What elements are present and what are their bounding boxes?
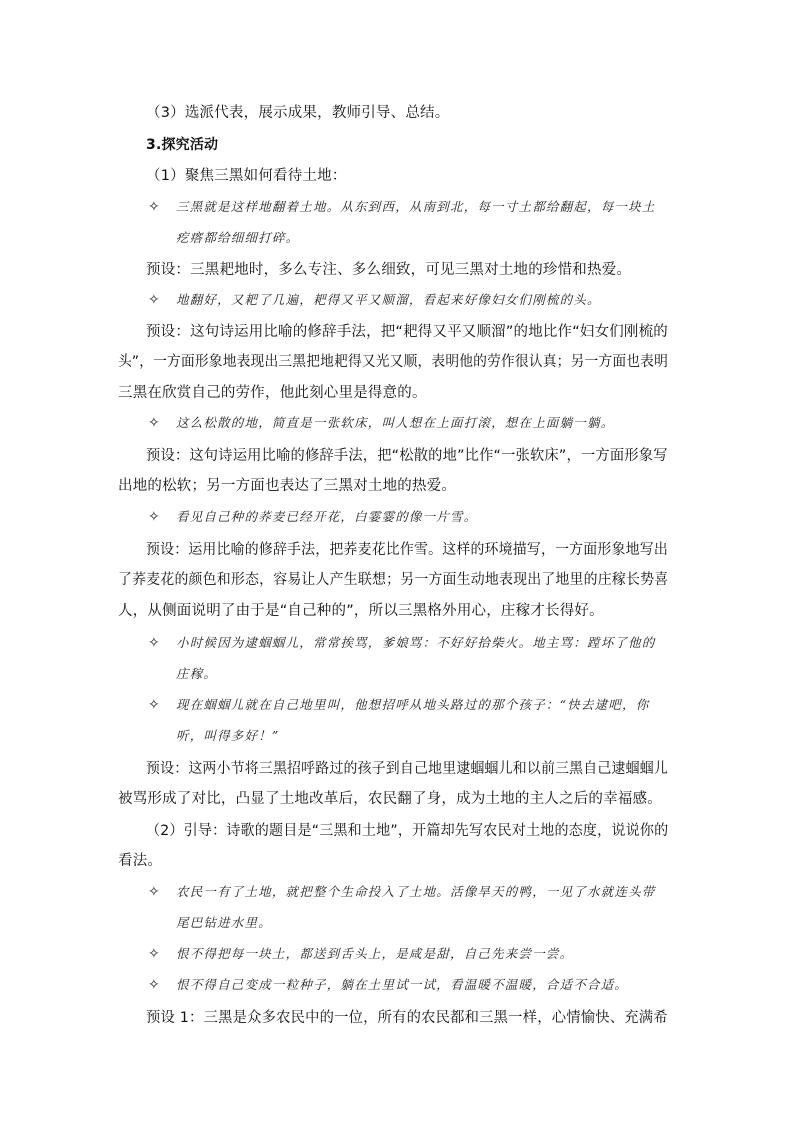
answer-1: 预设：三黑耙地时，多么专注、多么细致，可见三黑对土地的珍惜和热爱。 [146, 262, 632, 278]
quote-6-line-2: 听，叫得多好！” [176, 728, 280, 743]
answer-5-line-2: 被骂形成了对比，凸显了土地改革后，农民翻了身，成为土地的主人之后的幸福感。 [118, 791, 662, 807]
quote-4: 看见自己种的荞麦已经开花，白霎霎的像一片雪。 [176, 509, 478, 524]
quote-1-line-2: 疙瘩都给细细打碎。 [176, 230, 300, 245]
quote-8: 恨不得把每一块土，都送到舌头上，是咸是甜，自己先来尝一尝。 [176, 946, 574, 961]
bullet-diamond-icon: ✧ [148, 199, 160, 215]
answer-4-line-3: 人，从侧面说明了由于是“自己种的”，所以三黑格外用心，庄稼才长得好。 [118, 603, 604, 619]
bullet-diamond-icon: ✧ [148, 292, 160, 308]
bullet-diamond-icon: ✧ [148, 635, 160, 651]
answer-6-line-1: 预设 1：三黑是众多农民中的一位，所有的农民都和三黑一样，心情愉快、充满希 [146, 1010, 668, 1026]
answer-4-line-2: 了荞麦花的颜色和形态，容易让人产生联想；另一方面生动地表现出了地里的庄稼长势喜 [118, 572, 669, 588]
bullet-diamond-icon: ✧ [148, 509, 160, 525]
step-3-text: （3）选派代表，展示成果，教师引导、总结。 [146, 105, 450, 121]
quote-9: 恨不得自己变成一粒种子，躺在土里试一试，看温暖不温暖，合适不合适。 [176, 977, 629, 992]
answer-3-line-2: 出地的松软；另一方面也表达了三黑对土地的热爱。 [118, 478, 457, 494]
bullet-diamond-icon: ✧ [148, 977, 160, 993]
quote-6-line-1: 现在蝈蝈儿就在自己地里叫，他想招呼从地头路过的那个孩子：“快去逮吧，你 [176, 697, 650, 712]
bullet-diamond-icon: ✧ [148, 697, 160, 713]
quote-5-line-2: 庄稼。 [176, 666, 218, 681]
quote-1-line-1: 三黑就是这样地翻着土地。从东到西，从南到北，每一寸土都给翻起，每一块土 [176, 199, 656, 214]
answer-2-line-2: 头”，一方面形象地表现出三黑把地耙得又光又顺，表明他的劳作很认真；另一方面也表明 [118, 354, 668, 370]
quote-7-line-2: 尾巴钻进水里。 [176, 915, 272, 930]
quote-7-line-1: 农民一有了土地，就把整个生命投入了土地。活像旱天的鸭，一见了水就连头带 [176, 884, 656, 899]
sub-question-1: （1）聚焦三黑如何看待土地： [146, 168, 347, 184]
bullet-diamond-icon: ✧ [148, 884, 160, 900]
section-heading: 3.探究活动 [146, 137, 219, 153]
quote-5-line-1: 小时候因为逮蝈蝈儿，常常挨骂，爹娘骂：不好好拾柴火。地主骂：蹚坏了他的 [176, 635, 656, 650]
quote-3: 这么松散的地，简直是一张软床，叫人想在上面打滚，想在上面躺一躺。 [176, 415, 615, 430]
answer-2-line-1: 预设：这句诗运用比喻的修辞手法，把“耙得又平又顺溜”的地比作“妇女们刚梳的 [146, 324, 668, 340]
answer-2-line-3: 三黑在欣赏自己的劳作，他此刻心里是得意的。 [118, 385, 427, 401]
bullet-diamond-icon: ✧ [148, 415, 160, 431]
answer-3-line-1: 预设：这句诗运用比喻的修辞手法，把“松散的地”比作“一张软床”，一方面形象写 [146, 448, 668, 464]
answer-5-line-1: 预设：这两小节将三黑招呼路过的孩子到自己地里逮蝈蝈儿和以前三黑自己逮蝈蝈儿 [146, 761, 668, 777]
sub-question-2-line-2: 看法。 [118, 853, 163, 869]
sub-question-2-line-1: （2）引导：诗歌的题目是“三黑和土地”，开篇却先写农民对土地的态度，说说你的 [146, 823, 669, 839]
answer-4-line-1: 预设：运用比喻的修辞手法，把荞麦花比作雪。这样的环境描写，一方面形象地写出 [146, 542, 668, 558]
bullet-diamond-icon: ✧ [148, 946, 160, 962]
quote-2: 地翻好，又耙了几遍，耙得又平又顺溜，看起来好像妇女们刚梳的头。 [176, 292, 601, 307]
